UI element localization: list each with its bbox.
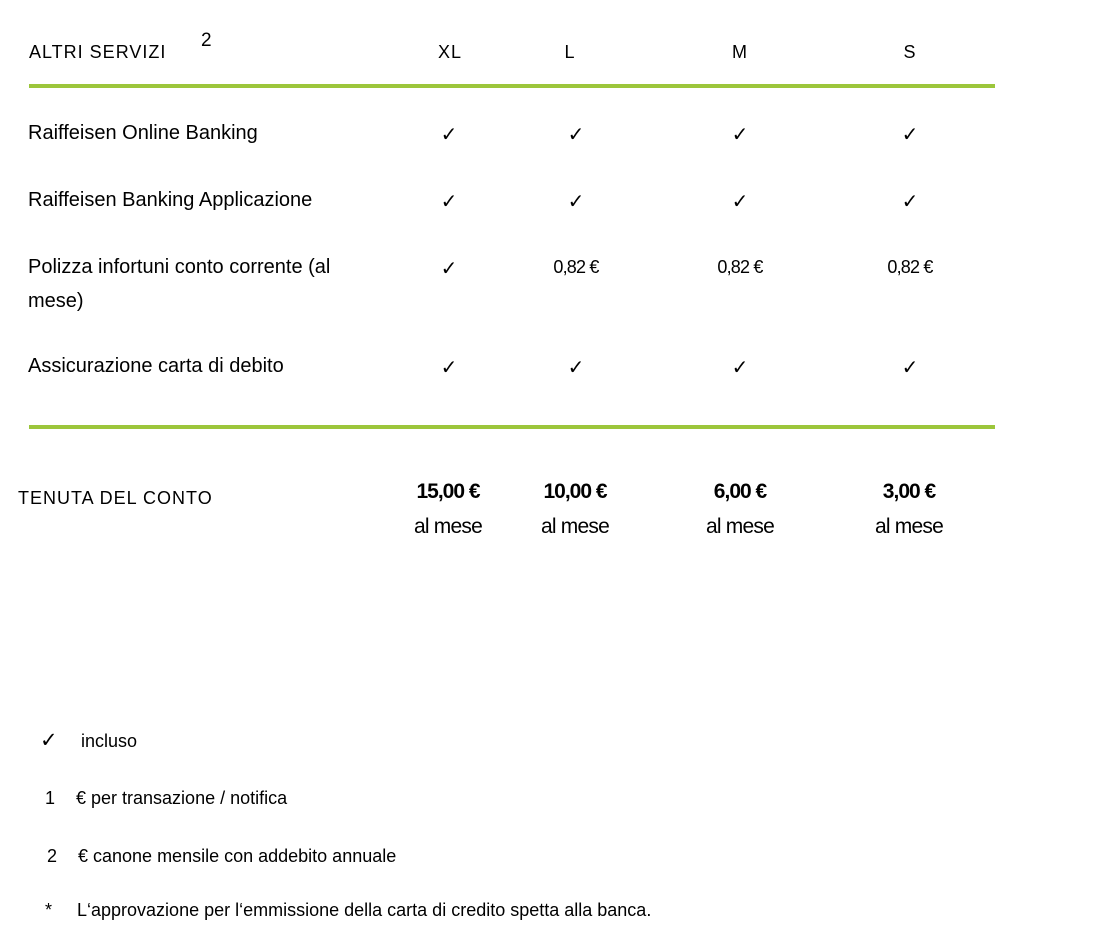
row-accident-policy-l: 0,82 € (553, 257, 599, 277)
fee-unit-s: al mese (875, 515, 943, 538)
row-debit-card-insurance-m: ✓ (731, 355, 749, 379)
row-online-banking-l: ✓ (567, 122, 585, 146)
fee-amount-l: 10,00 € (543, 480, 607, 503)
fee-amount-m: 6,00 € (713, 480, 767, 503)
row-banking-app-s: ✓ (901, 189, 919, 213)
fee-unit-xl: al mese (414, 515, 482, 538)
legend-asterisk-text: L‘approvazione per l‘emmissione della carta di credito spetta alla banca. (77, 900, 652, 920)
table-bottom-divider (29, 425, 995, 429)
legend-footnote-1-text: € per transazione / notifica (76, 788, 288, 808)
account-fee-label: TENUTA DEL CONTO (18, 488, 213, 508)
legend-footnote-2-text: € canone mensile con addebito annuale (78, 846, 397, 866)
row-label-accident-policy-line1: Polizza infortuni conto corrente (al (28, 256, 331, 278)
row-online-banking-s: ✓ (901, 122, 919, 146)
legend-footnote-2-marker: 2 (47, 846, 58, 866)
legend-asterisk-marker: * (45, 900, 53, 920)
row-banking-app-l: ✓ (567, 189, 585, 213)
row-label-accident-policy-line2: mese) (28, 290, 84, 312)
fee-unit-m: al mese (706, 515, 774, 538)
fee-amount-xl: 15,00 € (416, 480, 480, 503)
row-accident-policy-xl: ✓ (440, 256, 458, 280)
column-header-s: S (903, 42, 917, 62)
legend-check-icon: ✓ (40, 728, 58, 752)
header-divider (29, 84, 995, 88)
row-accident-policy-s: 0,82 € (887, 257, 933, 277)
row-label-debit-card-insurance: Assicurazione carta di debito (28, 355, 284, 377)
row-online-banking-m: ✓ (731, 122, 749, 146)
column-header-l: L (564, 42, 576, 62)
column-header-m: M (732, 42, 748, 62)
row-label-banking-app: Raiffeisen Banking Applicazione (28, 189, 313, 211)
row-banking-app-m: ✓ (731, 189, 749, 213)
fee-unit-l: al mese (541, 515, 609, 538)
row-label-online-banking: Raiffeisen Online Banking (28, 122, 258, 144)
column-header-xl: XL (437, 42, 463, 62)
section-title-footnote: 2 (201, 30, 212, 51)
fee-amount-s: 3,00 € (882, 480, 936, 503)
row-debit-card-insurance-xl: ✓ (440, 355, 458, 379)
row-banking-app-xl: ✓ (440, 189, 458, 213)
row-online-banking-xl: ✓ (440, 122, 458, 146)
section-title: ALTRI SERVIZI (29, 42, 167, 62)
row-debit-card-insurance-s: ✓ (901, 355, 919, 379)
row-debit-card-insurance-l: ✓ (567, 355, 585, 379)
legend-footnote-1-marker: 1 (45, 788, 56, 808)
row-accident-policy-m: 0,82 € (717, 257, 763, 277)
legend-included-text: incluso (81, 731, 138, 751)
